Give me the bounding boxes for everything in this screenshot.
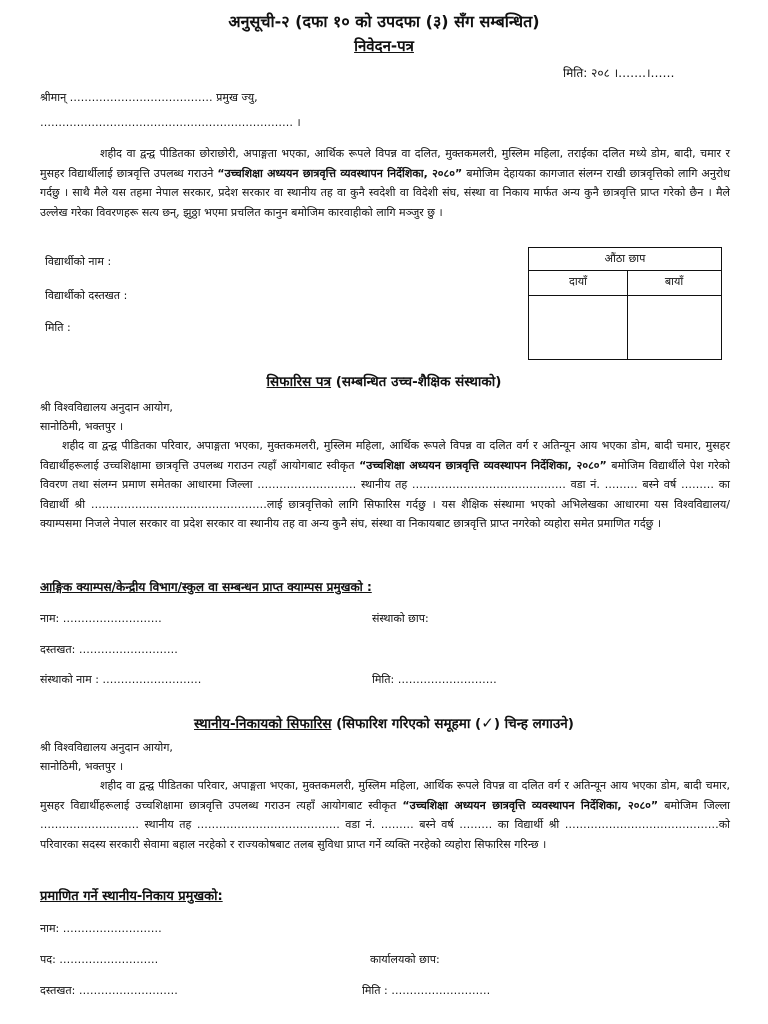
office-stamp-label: कार्यालयको छाप: [370,953,440,966]
recommendation-text-end: बमोजिम विद्यार्थीले पेश गरेको विवरण तथा संलग्न प्रमाण समेतका आधारमा जिल्ला ……………………… स्थानीय तह …………………………………… वडा नं. ……… बस्ने वर्ष ……… का विद्यार्थी श्री …………………………………………लाई छात्रवृत्तिको लागि सिफारिस गर्दछु । यस शैक्षिक संस्थामा भएको अभिलेखका आधारमा यस विश्वविद्यालय/क्याम्पसमा निजले नेपाल सरकार वा प्रदेश सरकार वा स्थानीय तह वा अन्य कुनै संघ, संस्था वा निकायबाट छात्रवृत्ति प्राप्त नगरेको व्यहोरा समेत प्रमाणित गर्दछु । [40,458,731,530]
campus-head-name-label: नाम: ……………………… [40,612,162,625]
local-recommendation-paragraph [40,776,730,854]
form-title: अनुसूची-२ (दफा १० को उपदफा (३) सँग सम्बन्धित) [228,12,540,31]
recipient-line-2: सानोठिमी, भक्तपुर । [40,420,124,433]
student-name-label: विद्यार्थीको नाम : [45,255,112,268]
local-head-post-label: पद: ……………………… [40,953,159,966]
institution-recommendation-title [0,372,768,390]
thumbprint-title: औंठा छाप [529,248,721,271]
local-head-name-label: नाम: ……………………… [40,922,162,935]
recommendation-text-start: शहीद वा द्वन्द्व पीडितका परिवार, अपाङ्गता भएका, मुक्तकमलरी, मुस्लिम महिला, आर्थिक रूपले विपन्न वा दलित वर्ग र अतिन्यून आय भएका डोम, बादी चमार, मुसहर विद्यार्थीहरूलाई उच्चशिक्षामा छात्रवृत्ति उपलब्ध गराउन त्यहाँ आयोगबाट स्वीकृत [40,439,730,472]
local-text-start: शहीद वा द्वन्द्व पीडितका परिवार, अपाङ्गता भएका, मुक्तकमलरी, मुस्लिम महिला, आर्थिक रूपले विपन्न वा दलित वर्ग र अतिन्यून आय भएका डोम, बादी चमार, मुसहर विद्यार्थीहरूलाई उच्चशिक्षामा छात्रवृत्ति उपलब्ध गराउन त्यहाँ आयोगबाट स्वीकृत [40,779,730,812]
local-body-recommendation-title [0,714,768,732]
checkmark-icon: ✓ [481,714,494,732]
recipient-line-1: श्री विश्वविद्यालय अनुदान आयोग, [40,401,173,414]
local-recipient-line-2: सानोठिमी, भक्तपुर । [40,760,124,773]
application-paragraph [40,144,730,222]
local-title-end: ) चिन्ह लगाउने) [493,716,574,732]
institution-name-label: संस्थाको नाम : ……………………… [40,673,202,686]
campus-head-signature-label: दस्तखत: ……………………… [40,643,178,656]
form-subtitle: निवेदन-पत्र [354,37,414,55]
recommendation-title-main: सिफारिस पत्र [266,374,332,390]
addressee-line-1: श्रीमान् ………………………………… प्रमुख ज्यु, [40,91,258,104]
campus-head-date-label: मिति: ……………………… [372,673,497,686]
local-text-end: बमोजिम जिल्ला ……………………… स्थानीय तह ………………………………… वडा नं. ……… बस्ने वर्ष ……… का विद्यार्थी श्री ……………………………………को परिवारका सदस्य सरकारी सेवामा बहाल नरहेको र राज्यकोषबाट तलब सुविधा प्राप्त गर्ने व्यक्ति नरहेको व्यहोरा सिफारिस गरिन्छ । [40,798,731,851]
campus-head-title: आङ्गिक क्याम्पस/केन्द्रीय विभाग/स्कुल वा सम्बन्धन प्राप्त क्याम्पस प्रमुखको : [40,580,372,594]
recommendation-title-paren: (सम्बन्धित उच्च-शैक्षिक संस्थाको) [331,374,502,390]
local-head-date-label: मिति : ……………………… [362,984,491,997]
thumbprint-divider [627,270,628,359]
application-date-label: मिति : [45,321,71,334]
local-head-signature-label: दस्तखत: ……………………… [40,984,178,997]
institution-recommendation-paragraph [40,436,730,534]
thumbprint-left-label: बायाँ [627,270,721,296]
application-text-start: शहीद वा द्वन्द्व पीडितका छोराछोरी, अपाङ्गता भएका, आर्थिक रूपले विपन्न वा दलित, मुक्तकमलरी, मुस्लिम महिला, तराईका दलित मध्ये डोम, बादी, चमार र मुसहर विद्यार्थीलाई छात्रवृत्ति उपलब्ध गराउने [40,147,730,180]
guideline-name: “उच्चशिक्षा अध्ययन छात्रवृत्ति व्यवस्थापन निर्देशिका, २०८०” [402,798,659,812]
application-text-end: बमोजिम देहायका कागजात संलग्न राखी छात्रवृत्तिको लागि अनुरोध गर्दछु । साथै मैले यस तहमा नेपाल सरकार, प्रदेश सरकार वा स्थानीय तह वा कुनै स्वदेशी वा विदेशी संघ, संस्था वा निकाय मार्फत अन्य कुनै छात्रवृत्ति प्राप्त गरेको छैन । मैले उल्लेख गरेका विवरणहरू सत्य छन्, झुठ्ठा भएमा प्रचलित कानुन बमोजिम कारवाहीको लागि मञ्जुर छु । [40,166,731,219]
local-title-main: स्थानीय-निकायको सिफारिस [194,716,332,732]
thumbprint-right-label: दायाँ [529,270,627,296]
application-date: मिति: २०८ ।…….।…… [563,66,675,80]
local-title-paren: (सिफारिश गरिएको समूहमा ( [331,716,482,732]
local-recipient-line-1: श्री विश्वविद्यालय अनुदान आयोग, [40,741,173,754]
student-signature-label: विद्यार्थीको दस्तखत : [45,289,128,302]
addressee-line-2: …………………………………………………………… । [40,116,301,129]
local-head-title: प्रमाणित गर्ने स्थानीय-निकाय प्रमुखको: [40,889,223,904]
institution-stamp-label: संस्थाको छाप: [372,612,429,625]
thumbprint-box [528,247,722,360]
guideline-name: “उच्चशिक्षा अध्ययन छात्रवृत्ति व्यवस्थापन निर्देशिका, २०८०” [359,458,607,472]
guideline-name: “उच्चशिक्षा अध्ययन छात्रवृत्ति व्यवस्थापन निर्देशिका, २०८०” [217,166,463,180]
